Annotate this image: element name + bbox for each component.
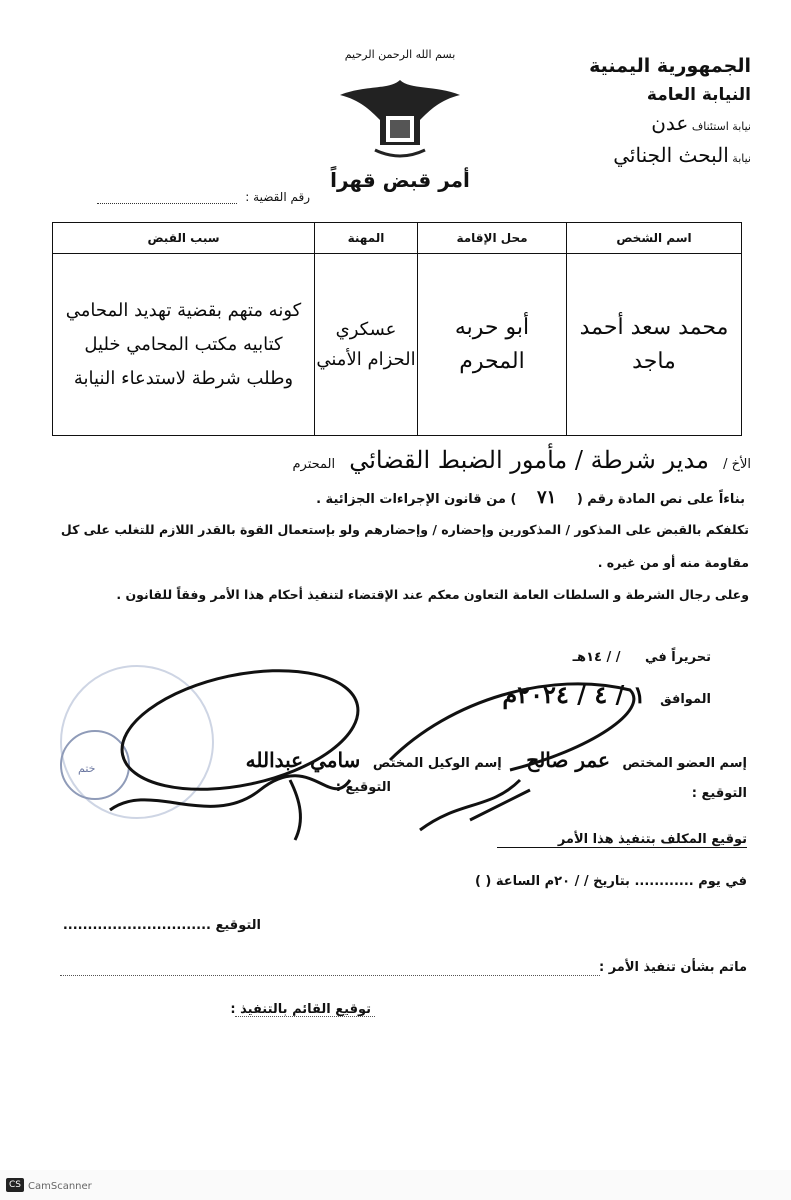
stamp-label: ختم: [78, 762, 96, 775]
article-line: [45, 487, 745, 508]
member-label: إسم العضو المختص: [622, 756, 747, 771]
cell-residence: أبو حربه المحرم: [418, 254, 567, 436]
execution-day-line: في يوم ............ بتاريخ / / ٢٠م الساعة ( ): [474, 874, 747, 889]
prosecution-line: [581, 143, 751, 167]
cell-reason: كونه متهم بقضية تهديد المحامي كتابيه مكتب المحامي خليل وطلب شرطة لاستدعاء النيابة: [53, 254, 315, 436]
appeal-prosecution-handwritten: عدن: [651, 111, 689, 135]
gregorian-value: ١ / ٤ / ٢٠٢٤م: [502, 680, 646, 709]
execution-signature: التوقيع ..............................: [62, 918, 261, 933]
body-line-2: مقاومة منه أو من غيره .: [597, 555, 749, 570]
camscanner-label: CamScanner: [28, 1181, 92, 1192]
agent-handwritten: سامي عبدالله: [245, 748, 361, 772]
addressee-prefix: الأخ /: [723, 457, 751, 472]
agent-label: إسم الوكيل المختص: [372, 756, 502, 771]
executor-label: توقيع القائم بالتنفيذ :: [230, 1002, 371, 1017]
column-header-profession: المهنة: [315, 223, 418, 254]
hijri-label: تحريراً في: [645, 650, 711, 665]
member-handwritten: عمر صالح: [526, 748, 610, 772]
body-line-3: وعلى رجال الشرطة و السلطات العامة التعاون معكم عند الإقتضاء لتنفيذ أحكام هذا الأمر وفقاً للقانون .: [116, 587, 749, 602]
executor-field: [235, 1016, 375, 1017]
gregorian-label: الموافق: [660, 692, 711, 707]
column-header-residence: محل الإقامة: [418, 223, 567, 254]
article-after: ) من قانون الإجراءات الجزائية .: [316, 492, 517, 507]
case-number-field: [97, 203, 237, 204]
signature-scribbles: [90, 660, 690, 850]
republic-title: الجمهورية اليمنية: [589, 55, 751, 77]
cell-name: محمد سعد أحمد ماجد: [567, 254, 742, 436]
addressee-line: [51, 446, 751, 474]
prosecution-handwritten: البحث الجنائي: [613, 143, 729, 167]
execution-done-label: ماتم بشأن تنفيذ الأمر :: [598, 960, 747, 975]
body-line-1: تكلفكم بالقبض على المذكور / المذكورين وإحضاره / وإحضارهم ولو بإستعمال القوة بالقدر اللازم للتغلب على كل: [60, 522, 749, 537]
agent-signature-label: التوقيع :: [335, 780, 391, 795]
article-number: ٧١: [536, 487, 557, 508]
table-header-row: [53, 223, 742, 254]
addressee-suffix: المحترم: [292, 457, 336, 472]
scanner-footer: [0, 1170, 791, 1200]
article-before: بناءاً على نص المادة رقم (: [576, 492, 745, 507]
cell-profession: عسكري الحزام الأمني: [315, 254, 418, 436]
appeal-prosecution-label: نيابة استئناف: [691, 120, 751, 133]
execution-header: توقيع المكلف بتنفيذ هذا الأمر: [497, 832, 747, 848]
case-number-label: رقم القضية :: [245, 190, 310, 204]
case-number-line: [80, 190, 310, 204]
header-block: [581, 55, 751, 167]
appeal-prosecution-line: [581, 111, 751, 135]
table-row: [53, 254, 742, 436]
arrest-table: [52, 222, 742, 436]
hijri-value: / / ١٤هـ: [572, 650, 621, 665]
camscanner-logo-icon: CS: [6, 1178, 24, 1192]
column-header-name: اسم الشخص: [567, 223, 742, 254]
eagle-emblem-icon: [335, 70, 465, 160]
document-title: أمر قبض قهراً: [330, 168, 470, 192]
addressee-handwritten: مدير شرطة / مأمور الضبط القضائي: [349, 446, 709, 474]
execution-done-field: [60, 975, 600, 976]
member-signature-label: التوقيع :: [691, 786, 747, 801]
prosecution-label: نيابة: [732, 152, 751, 165]
column-header-reason: سبب القبض: [53, 223, 315, 254]
basmala: بسم الله الرحمن الرحيم: [344, 48, 456, 61]
authority-title: النيابة العامة: [646, 85, 751, 105]
